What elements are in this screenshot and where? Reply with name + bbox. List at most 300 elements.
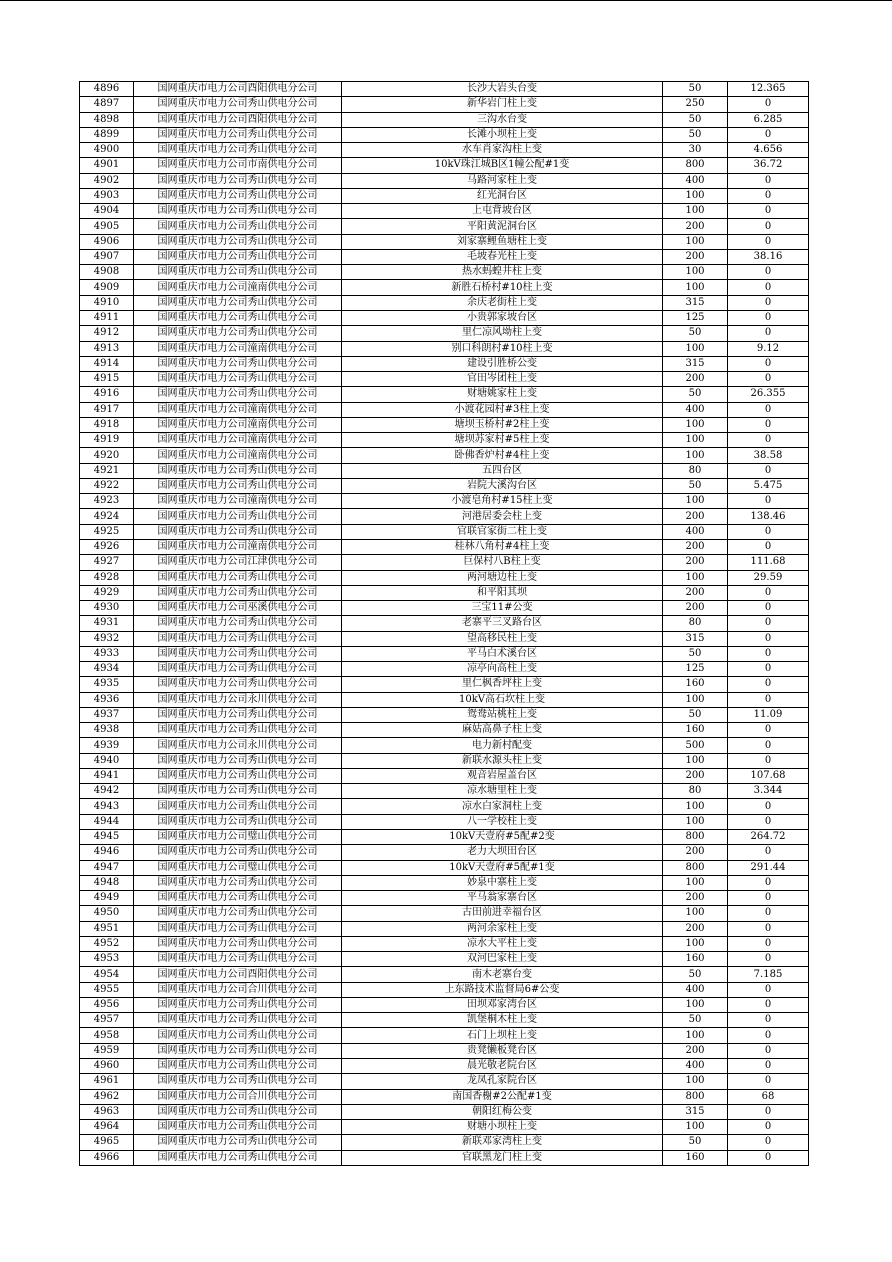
table-row xyxy=(80,875,809,890)
capacity-cell: 315 xyxy=(663,295,728,310)
capacity-cell: 400 xyxy=(663,173,728,188)
table-row xyxy=(80,707,809,722)
company-cell: 国网重庆市电力公司市南供电分公司 xyxy=(134,158,342,173)
value-cell: 0 xyxy=(728,997,809,1012)
company-cell: 国网重庆市电力公司秀山供电分公司 xyxy=(134,753,342,768)
company-cell: 国网重庆市电力公司秀山供电分公司 xyxy=(134,875,342,890)
station-name-cell: 凉亭向高柱上变 xyxy=(342,662,663,677)
table-row xyxy=(80,1120,809,1135)
table-row xyxy=(80,356,809,371)
row-number-cell: 4950 xyxy=(80,906,134,921)
station-name-cell: 小渡皂角村#15柱上变 xyxy=(342,494,663,509)
row-number-cell: 4906 xyxy=(80,234,134,249)
station-name-cell: 望高移民柱上变 xyxy=(342,631,663,646)
value-cell: 0 xyxy=(728,127,809,142)
company-cell: 国网重庆市电力公司秀山供电分公司 xyxy=(134,631,342,646)
capacity-cell: 315 xyxy=(663,631,728,646)
table-row xyxy=(80,585,809,600)
company-cell: 国网重庆市电力公司秀山供电分公司 xyxy=(134,1013,342,1028)
capacity-cell: 100 xyxy=(663,234,728,249)
table-row xyxy=(80,188,809,203)
row-number-cell: 4957 xyxy=(80,1013,134,1028)
value-cell: 0 xyxy=(728,1120,809,1135)
company-cell: 国网重庆市电力公司秀山供电分公司 xyxy=(134,310,342,325)
capacity-cell: 50 xyxy=(663,326,728,341)
capacity-cell: 200 xyxy=(663,219,728,234)
value-cell: 0 xyxy=(728,646,809,661)
company-cell: 国网重庆市电力公司潼南供电分公司 xyxy=(134,433,342,448)
station-name-cell: 里仁凉风坳柱上变 xyxy=(342,326,663,341)
row-number-cell: 4943 xyxy=(80,799,134,814)
company-cell: 国网重庆市电力公司永川供电分公司 xyxy=(134,692,342,707)
value-cell: 0 xyxy=(728,326,809,341)
station-name-cell: 南木老寨台变 xyxy=(342,967,663,982)
row-number-cell: 4909 xyxy=(80,280,134,295)
station-name-cell: 老寨平三叉路台区 xyxy=(342,616,663,631)
company-cell: 国网重庆市电力公司潼南供电分公司 xyxy=(134,341,342,356)
station-name-cell: 凉水塘里柱上变 xyxy=(342,784,663,799)
table-row xyxy=(80,524,809,539)
row-number-cell: 4959 xyxy=(80,1043,134,1058)
company-cell: 国网重庆市电力公司秀山供电分公司 xyxy=(134,585,342,600)
table-row xyxy=(80,1028,809,1043)
row-number-cell: 4896 xyxy=(80,82,134,97)
value-cell: 0 xyxy=(728,463,809,478)
value-cell: 0 xyxy=(728,539,809,554)
company-cell: 国网重庆市电力公司秀山供电分公司 xyxy=(134,1120,342,1135)
station-name-cell: 官联黑龙门柱上变 xyxy=(342,1150,663,1165)
company-cell: 国网重庆市电力公司秀山供电分公司 xyxy=(134,143,342,158)
station-name-cell: 凉水白家洞柱上变 xyxy=(342,799,663,814)
row-number-cell: 4956 xyxy=(80,997,134,1012)
company-cell: 国网重庆市电力公司合川供电分公司 xyxy=(134,1089,342,1104)
row-number-cell: 4952 xyxy=(80,936,134,951)
row-number-cell: 4926 xyxy=(80,539,134,554)
table-row xyxy=(80,723,809,738)
row-number-cell: 4940 xyxy=(80,753,134,768)
company-cell: 国网重庆市电力公司潼南供电分公司 xyxy=(134,280,342,295)
table-row xyxy=(80,295,809,310)
company-cell: 国网重庆市电力公司秀山供电分公司 xyxy=(134,997,342,1012)
value-cell: 0 xyxy=(728,601,809,616)
table-row xyxy=(80,265,809,280)
station-name-cell: 朝阳红梅公变 xyxy=(342,1104,663,1119)
capacity-cell: 50 xyxy=(663,1013,728,1028)
table-row xyxy=(80,967,809,982)
row-number-cell: 4963 xyxy=(80,1104,134,1119)
station-name-cell: 双河巴家柱上变 xyxy=(342,952,663,967)
table-row xyxy=(80,753,809,768)
company-cell: 国网重庆市电力公司秀山供电分公司 xyxy=(134,891,342,906)
table-row xyxy=(80,127,809,142)
capacity-cell: 400 xyxy=(663,1059,728,1074)
company-cell: 国网重庆市电力公司潼南供电分公司 xyxy=(134,539,342,554)
capacity-cell: 400 xyxy=(663,524,728,539)
capacity-cell: 500 xyxy=(663,738,728,753)
row-number-cell: 4944 xyxy=(80,814,134,829)
capacity-cell: 100 xyxy=(663,936,728,951)
row-number-cell: 4908 xyxy=(80,265,134,280)
row-number-cell: 4907 xyxy=(80,249,134,264)
company-cell: 国网重庆市电力公司秀山供电分公司 xyxy=(134,463,342,478)
station-name-cell: 南国香榭#2公配#1变 xyxy=(342,1089,663,1104)
station-name-cell: 余庆老街柱上变 xyxy=(342,295,663,310)
row-number-cell: 4953 xyxy=(80,952,134,967)
station-name-cell: 长滩小坝柱上变 xyxy=(342,127,663,142)
value-cell: 0 xyxy=(728,616,809,631)
table-row xyxy=(80,143,809,158)
capacity-cell: 80 xyxy=(663,463,728,478)
row-number-cell: 4948 xyxy=(80,875,134,890)
station-name-cell: 桂林八角村#4柱上变 xyxy=(342,539,663,554)
station-name-cell: 凉水大平柱上变 xyxy=(342,936,663,951)
capacity-cell: 200 xyxy=(663,845,728,860)
row-number-cell: 4931 xyxy=(80,616,134,631)
station-name-cell: 10kV天壹府#5配#1变 xyxy=(342,860,663,875)
capacity-cell: 100 xyxy=(663,1120,728,1135)
value-cell: 0 xyxy=(728,814,809,829)
table-row xyxy=(80,952,809,967)
station-name-cell: 新联邓家湾柱上变 xyxy=(342,1135,663,1150)
company-cell: 国网重庆市电力公司秀山供电分公司 xyxy=(134,1043,342,1058)
capacity-cell: 200 xyxy=(663,1043,728,1058)
company-cell: 国网重庆市电力公司秀山供电分公司 xyxy=(134,372,342,387)
station-name-cell: 两河塘边柱上变 xyxy=(342,570,663,585)
table-row xyxy=(80,646,809,661)
station-name-cell: 财塘姚家柱上变 xyxy=(342,387,663,402)
value-cell: 0 xyxy=(728,1013,809,1028)
company-cell: 国网重庆市电力公司秀山供电分公司 xyxy=(134,662,342,677)
table-body xyxy=(80,82,809,1166)
value-cell: 0 xyxy=(728,417,809,432)
company-cell: 国网重庆市电力公司潼南供电分公司 xyxy=(134,448,342,463)
value-cell: 4.656 xyxy=(728,143,809,158)
row-number-cell: 4935 xyxy=(80,677,134,692)
row-number-cell: 4942 xyxy=(80,784,134,799)
capacity-cell: 100 xyxy=(663,906,728,921)
capacity-cell: 315 xyxy=(663,1104,728,1119)
row-number-cell: 4919 xyxy=(80,433,134,448)
row-number-cell: 4927 xyxy=(80,555,134,570)
table-row xyxy=(80,173,809,188)
company-cell: 国网重庆市电力公司秀山供电分公司 xyxy=(134,524,342,539)
value-cell: 0 xyxy=(728,234,809,249)
value-cell: 107.68 xyxy=(728,768,809,783)
capacity-cell: 100 xyxy=(663,417,728,432)
company-cell: 国网重庆市电力公司酉阳供电分公司 xyxy=(134,112,342,127)
value-cell: 0 xyxy=(728,585,809,600)
capacity-cell: 50 xyxy=(663,112,728,127)
table-row xyxy=(80,112,809,127)
table-row xyxy=(80,601,809,616)
row-number-cell: 4902 xyxy=(80,173,134,188)
capacity-cell: 100 xyxy=(663,753,728,768)
value-cell: 0 xyxy=(728,402,809,417)
station-name-cell: 毛坡春光柱上变 xyxy=(342,249,663,264)
capacity-cell: 200 xyxy=(663,372,728,387)
capacity-cell: 200 xyxy=(663,249,728,264)
company-cell: 国网重庆市电力公司秀山供电分公司 xyxy=(134,234,342,249)
table-row xyxy=(80,982,809,997)
capacity-cell: 200 xyxy=(663,891,728,906)
capacity-cell: 100 xyxy=(663,280,728,295)
table-row xyxy=(80,539,809,554)
value-cell: 0 xyxy=(728,723,809,738)
row-number-cell: 4917 xyxy=(80,402,134,417)
table-row xyxy=(80,997,809,1012)
station-name-cell: 晨光敬老院台区 xyxy=(342,1059,663,1074)
row-number-cell: 4936 xyxy=(80,692,134,707)
table-row xyxy=(80,417,809,432)
station-name-cell: 鸳鸯站桃柱上变 xyxy=(342,707,663,722)
company-cell: 国网重庆市电力公司秀山供电分公司 xyxy=(134,509,342,524)
station-name-cell: 古田前进幸福台区 xyxy=(342,906,663,921)
value-cell: 0 xyxy=(728,1104,809,1119)
value-cell: 0 xyxy=(728,310,809,325)
company-cell: 国网重庆市电力公司秀山供电分公司 xyxy=(134,1059,342,1074)
row-number-cell: 4898 xyxy=(80,112,134,127)
table-row xyxy=(80,830,809,845)
station-name-cell: 新胜石桥村#10柱上变 xyxy=(342,280,663,295)
station-name-cell: 财塘小坝柱上变 xyxy=(342,1120,663,1135)
value-cell: 0 xyxy=(728,799,809,814)
capacity-cell: 200 xyxy=(663,601,728,616)
value-cell: 3.344 xyxy=(728,784,809,799)
table-row xyxy=(80,219,809,234)
row-number-cell: 4937 xyxy=(80,707,134,722)
table-row xyxy=(80,326,809,341)
capacity-cell: 200 xyxy=(663,921,728,936)
value-cell: 0 xyxy=(728,280,809,295)
station-name-cell: 三宝11#公变 xyxy=(342,601,663,616)
station-name-cell: 观音岩屋盖台区 xyxy=(342,768,663,783)
station-name-cell: 10kV珠江城B区1幢公配#1变 xyxy=(342,158,663,173)
company-cell: 国网重庆市电力公司秀山供电分公司 xyxy=(134,387,342,402)
capacity-cell: 50 xyxy=(663,387,728,402)
capacity-cell: 800 xyxy=(663,860,728,875)
row-number-cell: 4900 xyxy=(80,143,134,158)
station-name-cell: 里仁枫香坪柱上变 xyxy=(342,677,663,692)
row-number-cell: 4961 xyxy=(80,1074,134,1089)
station-name-cell: 妙泉中寨柱上变 xyxy=(342,875,663,890)
value-cell: 0 xyxy=(728,188,809,203)
row-number-cell: 4899 xyxy=(80,127,134,142)
company-cell: 国网重庆市电力公司合川供电分公司 xyxy=(134,982,342,997)
table-row xyxy=(80,662,809,677)
value-cell: 0 xyxy=(728,1135,809,1150)
value-cell: 138.46 xyxy=(728,509,809,524)
station-name-cell: 小渡花园村#3柱上变 xyxy=(342,402,663,417)
company-cell: 国网重庆市电力公司永川供电分公司 xyxy=(134,738,342,753)
company-cell: 国网重庆市电力公司秀山供电分公司 xyxy=(134,906,342,921)
capacity-cell: 160 xyxy=(663,1150,728,1165)
company-cell: 国网重庆市电力公司秀山供电分公司 xyxy=(134,478,342,493)
capacity-cell: 160 xyxy=(663,952,728,967)
capacity-cell: 80 xyxy=(663,616,728,631)
station-name-cell: 红光洞台区 xyxy=(342,188,663,203)
station-name-cell: 别口科朗村#10柱上变 xyxy=(342,341,663,356)
station-name-cell: 水车肖家沟柱上变 xyxy=(342,143,663,158)
company-cell: 国网重庆市电力公司秀山供电分公司 xyxy=(134,921,342,936)
station-name-cell: 塘坝苏家村#5柱上变 xyxy=(342,433,663,448)
station-name-cell: 平马翁家寨台区 xyxy=(342,891,663,906)
station-name-cell: 电力新村配变 xyxy=(342,738,663,753)
capacity-cell: 50 xyxy=(663,967,728,982)
station-name-cell: 田坝邓家湾台区 xyxy=(342,997,663,1012)
table-row xyxy=(80,1150,809,1165)
table-row xyxy=(80,341,809,356)
capacity-cell: 100 xyxy=(663,188,728,203)
table-row xyxy=(80,387,809,402)
table-row xyxy=(80,860,809,875)
capacity-cell: 400 xyxy=(663,402,728,417)
company-cell: 国网重庆市电力公司秀山供电分公司 xyxy=(134,677,342,692)
station-name-cell: 刘家寨鲤鱼塘柱上变 xyxy=(342,234,663,249)
table-row xyxy=(80,784,809,799)
row-number-cell: 4951 xyxy=(80,921,134,936)
capacity-cell: 125 xyxy=(663,662,728,677)
company-cell: 国网重庆市电力公司秀山供电分公司 xyxy=(134,799,342,814)
company-cell: 国网重庆市电力公司秀山供电分公司 xyxy=(134,265,342,280)
row-number-cell: 4966 xyxy=(80,1150,134,1165)
company-cell: 国网重庆市电力公司秀山供电分公司 xyxy=(134,936,342,951)
capacity-cell: 125 xyxy=(663,310,728,325)
capacity-cell: 100 xyxy=(663,814,728,829)
capacity-cell: 100 xyxy=(663,433,728,448)
value-cell: 0 xyxy=(728,891,809,906)
value-cell: 0 xyxy=(728,677,809,692)
capacity-cell: 100 xyxy=(663,204,728,219)
row-number-cell: 4910 xyxy=(80,295,134,310)
row-number-cell: 4897 xyxy=(80,97,134,112)
company-cell: 国网重庆市电力公司酉阳供电分公司 xyxy=(134,82,342,97)
capacity-cell: 200 xyxy=(663,768,728,783)
value-cell: 0 xyxy=(728,356,809,371)
capacity-cell: 100 xyxy=(663,799,728,814)
row-number-cell: 4905 xyxy=(80,219,134,234)
value-cell: 38.16 xyxy=(728,249,809,264)
capacity-cell: 50 xyxy=(663,82,728,97)
table-row xyxy=(80,814,809,829)
capacity-cell: 800 xyxy=(663,830,728,845)
station-name-cell: 石门上坝柱上变 xyxy=(342,1028,663,1043)
table-row xyxy=(80,555,809,570)
table-row xyxy=(80,677,809,692)
value-cell: 0 xyxy=(728,265,809,280)
station-name-cell: 新华岩门柱上变 xyxy=(342,97,663,112)
value-cell: 0 xyxy=(728,921,809,936)
company-cell: 国网重庆市电力公司秀山供电分公司 xyxy=(134,356,342,371)
value-cell: 0 xyxy=(728,982,809,997)
value-cell: 5.475 xyxy=(728,478,809,493)
capacity-cell: 30 xyxy=(663,143,728,158)
capacity-cell: 100 xyxy=(663,1074,728,1089)
capacity-cell: 50 xyxy=(663,478,728,493)
row-number-cell: 4945 xyxy=(80,830,134,845)
company-cell: 国网重庆市电力公司秀山供电分公司 xyxy=(134,784,342,799)
row-number-cell: 4960 xyxy=(80,1059,134,1074)
value-cell: 0 xyxy=(728,524,809,539)
capacity-cell: 160 xyxy=(663,723,728,738)
company-cell: 国网重庆市电力公司潼南供电分公司 xyxy=(134,402,342,417)
row-number-cell: 4914 xyxy=(80,356,134,371)
value-cell: 0 xyxy=(728,906,809,921)
station-name-cell: 两河余家柱上变 xyxy=(342,921,663,936)
row-number-cell: 4918 xyxy=(80,417,134,432)
row-number-cell: 4928 xyxy=(80,570,134,585)
capacity-cell: 400 xyxy=(663,982,728,997)
value-cell: 0 xyxy=(728,1150,809,1165)
table-row xyxy=(80,402,809,417)
capacity-cell: 100 xyxy=(663,1028,728,1043)
station-name-cell: 10kV高石坎柱上变 xyxy=(342,692,663,707)
company-cell: 国网重庆市电力公司秀山供电分公司 xyxy=(134,219,342,234)
capacity-cell: 50 xyxy=(663,127,728,142)
station-name-cell: 凯堡桐木柱上变 xyxy=(342,1013,663,1028)
table-row xyxy=(80,799,809,814)
capacity-cell: 100 xyxy=(663,494,728,509)
company-cell: 国网重庆市电力公司江津供电分公司 xyxy=(134,555,342,570)
station-name-cell: 新联水源头柱上变 xyxy=(342,753,663,768)
value-cell: 0 xyxy=(728,219,809,234)
station-name-cell: 河港居委会柱上变 xyxy=(342,509,663,524)
company-cell: 国网重庆市电力公司秀山供电分公司 xyxy=(134,952,342,967)
table-row xyxy=(80,921,809,936)
row-number-cell: 4954 xyxy=(80,967,134,982)
capacity-cell: 200 xyxy=(663,539,728,554)
table-row xyxy=(80,1104,809,1119)
value-cell: 264.72 xyxy=(728,830,809,845)
station-name-cell: 平马白术溪台区 xyxy=(342,646,663,661)
company-cell: 国网重庆市电力公司秀山供电分公司 xyxy=(134,1104,342,1119)
company-cell: 国网重庆市电力公司璧山供电分公司 xyxy=(134,830,342,845)
capacity-cell: 100 xyxy=(663,570,728,585)
row-number-cell: 4946 xyxy=(80,845,134,860)
station-name-cell: 长沙大岩头台变 xyxy=(342,82,663,97)
station-name-cell: 岩院大溪沟台区 xyxy=(342,478,663,493)
row-number-cell: 4912 xyxy=(80,326,134,341)
row-number-cell: 4958 xyxy=(80,1028,134,1043)
company-cell: 国网重庆市电力公司秀山供电分公司 xyxy=(134,845,342,860)
value-cell: 0 xyxy=(728,936,809,951)
table-row xyxy=(80,433,809,448)
row-number-cell: 4938 xyxy=(80,723,134,738)
value-cell: 0 xyxy=(728,1059,809,1074)
company-cell: 国网重庆市电力公司秀山供电分公司 xyxy=(134,127,342,142)
station-name-cell: 马路河家柱上变 xyxy=(342,173,663,188)
table-row xyxy=(80,692,809,707)
table-row xyxy=(80,204,809,219)
table-row xyxy=(80,158,809,173)
capacity-cell: 100 xyxy=(663,265,728,280)
company-cell: 国网重庆市电力公司秀山供电分公司 xyxy=(134,646,342,661)
table-row xyxy=(80,448,809,463)
row-number-cell: 4934 xyxy=(80,662,134,677)
row-number-cell: 4901 xyxy=(80,158,134,173)
station-name-cell: 巨保村八B柱上变 xyxy=(342,555,663,570)
capacity-cell: 100 xyxy=(663,997,728,1012)
table-row xyxy=(80,280,809,295)
station-name-cell: 平阳黄泥洞台区 xyxy=(342,219,663,234)
value-cell: 0 xyxy=(728,875,809,890)
table-row xyxy=(80,463,809,478)
value-cell: 0 xyxy=(728,692,809,707)
value-cell: 0 xyxy=(728,372,809,387)
row-number-cell: 4915 xyxy=(80,372,134,387)
capacity-cell: 200 xyxy=(663,509,728,524)
company-cell: 国网重庆市电力公司潼南供电分公司 xyxy=(134,494,342,509)
capacity-cell: 800 xyxy=(663,158,728,173)
